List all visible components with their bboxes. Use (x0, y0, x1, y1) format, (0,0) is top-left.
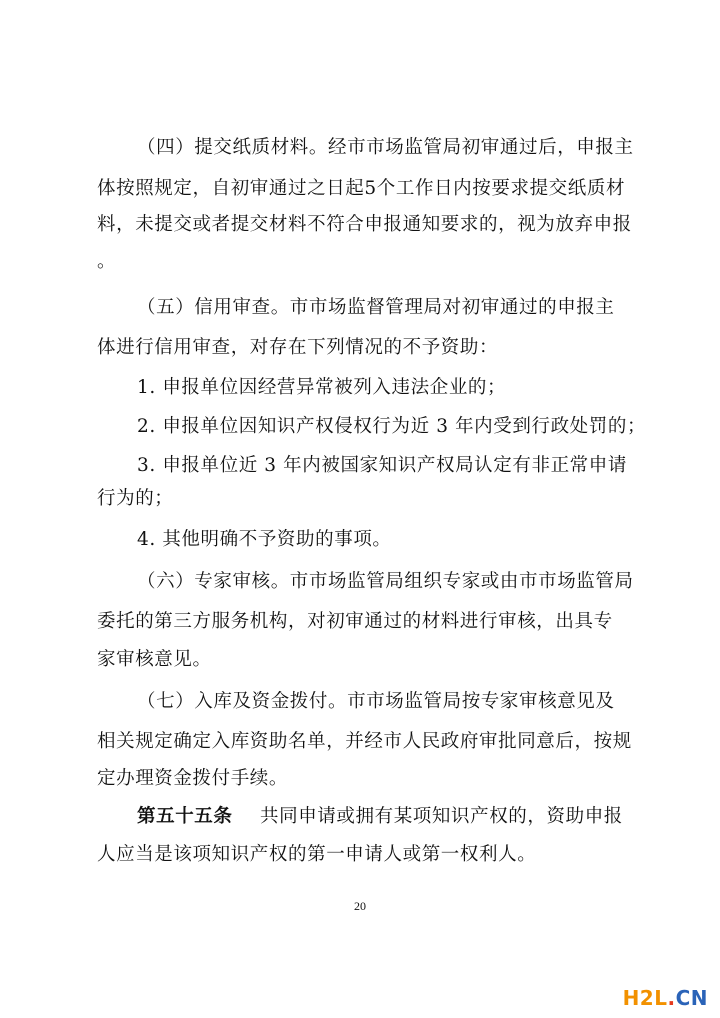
paragraph-4-line-1: （四）提交纸质材料。经市市场监管局初审通过后，申报主 (137, 137, 634, 158)
paragraph-6-line-2: 委托的第三方服务机构，对初审通过的材料进行审核，出具专 (97, 611, 613, 632)
paragraph-7-line-3: 定办理资金拨付手续。 (97, 768, 289, 789)
paragraph-5-line-1: （五）信用审查。市市场监督管理局对初审通过的申报主 (137, 297, 615, 318)
list-item-2: 2. 申报单位因知识产权侵权行为近 3 年内受到行政处罚的； (137, 416, 647, 437)
watermark-part-3: CN (675, 986, 708, 1010)
page-number: 20 (354, 899, 366, 913)
paragraph-4-line-2: 体按照规定，自初审通过之日起5个工作日内按要求提交纸质材 (97, 178, 626, 199)
list-item-1: 1. 申报单位因经营异常被列入违法企业的； (137, 377, 507, 398)
list-item-3-line-1: 3. 申报单位近 3 年内被国家知识产权局认定有非正常申请 (137, 455, 627, 476)
paragraph-4-line-4: 。 (97, 251, 117, 272)
article-heading: 第五十五条 (137, 806, 233, 827)
paragraph-6-line-3: 家审核意见。 (97, 649, 212, 670)
article-line-1: 共同申请或拥有某项知识产权的，资助申报 (260, 806, 623, 827)
list-item-3-line-2: 行为的； (97, 488, 174, 509)
list-item-4: 4. 其他明确不予资助的事项。 (137, 529, 392, 550)
paragraph-5-line-2: 体进行信用审查，对存在下列情况的不予资助： (97, 337, 499, 358)
paragraph-7-line-1: （七）入库及资金拨付。市市场监管局按专家审核意见及 (137, 691, 615, 712)
paragraph-4-line-3: 料，未提交或者提交材料不符合申报通知要求的，视为放弃申报 (97, 214, 632, 235)
article-line-2: 人应当是该项知识产权的第一申请人或第一权利人。 (97, 844, 537, 865)
paragraph-6-line-1: （六）专家审核。市市场监管局组织专家或由市市场监管局 (137, 571, 634, 592)
watermark-part-1: H2L (622, 986, 668, 1010)
paragraph-7-line-2: 相关规定确定入库资助名单，并经市人民政府审批同意后，按规 (97, 731, 632, 752)
watermark-logo (623, 986, 708, 1010)
watermark-part-2: . (667, 986, 676, 1010)
